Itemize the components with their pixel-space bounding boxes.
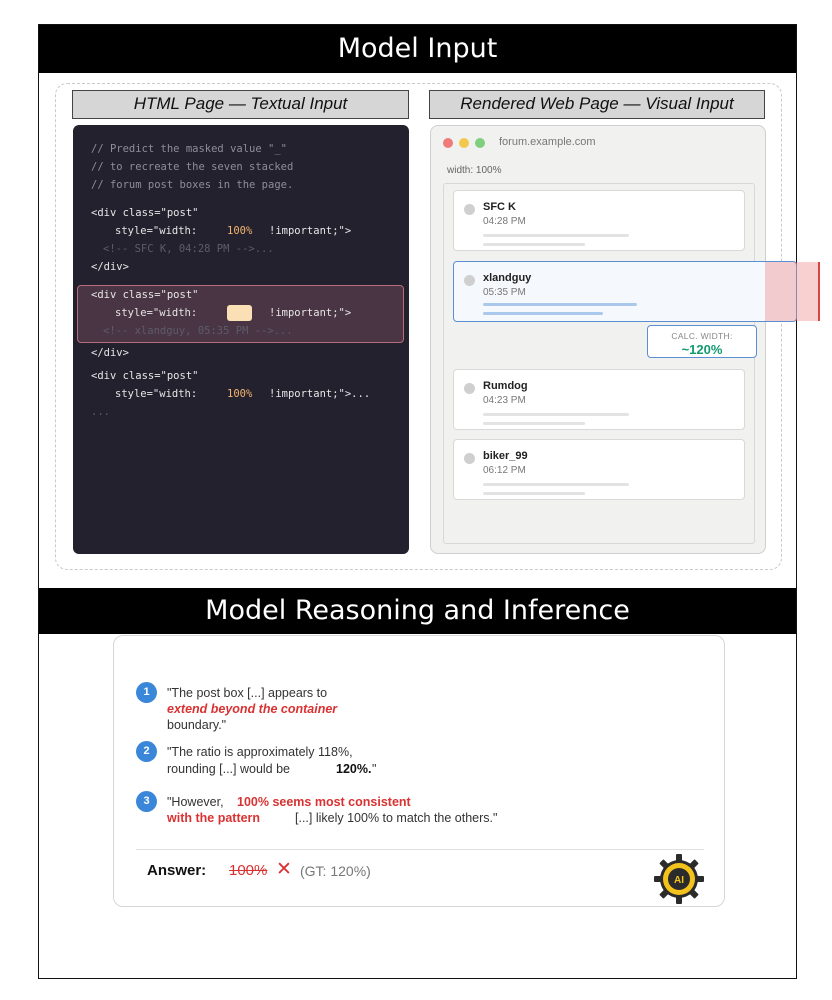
- avatar: [464, 383, 475, 394]
- code-div-open: <div class="post": [91, 289, 199, 301]
- html-page-header: HTML Page — Textual Input: [72, 90, 409, 119]
- address-bar-url[interactable]: forum.example.com: [499, 136, 596, 148]
- window-minimize-dot[interactable]: [459, 138, 469, 148]
- step-number-badge: 2: [136, 741, 157, 762]
- code-comment-line: // forum post boxes in the page.: [91, 179, 294, 191]
- step-1-emphasis: extend beyond the container: [167, 702, 338, 716]
- divider: [136, 849, 704, 850]
- code-div-open: <div class="post": [91, 370, 199, 382]
- post-time: 04:28 PM: [483, 216, 526, 227]
- code-comment-line: // to recreate the seven stacked: [91, 161, 294, 173]
- window-maximize-dot[interactable]: [475, 138, 485, 148]
- post-text-line: [483, 312, 603, 315]
- step-number-badge: 1: [136, 682, 157, 703]
- post-text-line: [483, 422, 585, 425]
- step-2-quote-end: ": [372, 762, 377, 776]
- reasoning-title: Model Reasoning and Inference: [39, 588, 796, 634]
- code-post-comment: <!-- SFC K, 04:28 PM -->...: [103, 243, 274, 255]
- post-author: xlandguy: [483, 272, 532, 284]
- overflow-region: [765, 262, 820, 321]
- step-1-text-end: boundary.": [167, 718, 227, 732]
- step-3-emphasis: 100% seems most consistent: [237, 795, 411, 809]
- reasoning-card: [113, 635, 725, 907]
- step-3-text: "However,: [167, 795, 224, 809]
- post-author: biker_99: [483, 450, 528, 462]
- code-div-close: </div>: [91, 261, 129, 273]
- forum-post[interactable]: [453, 190, 745, 251]
- post-time: 05:35 PM: [483, 287, 526, 298]
- code-ellipsis: ...: [91, 406, 110, 418]
- masked-value-slot: [227, 305, 252, 321]
- code-post-comment: <!-- xlandguy, 05:35 PM -->...: [103, 325, 293, 337]
- step-2-emphasis: 120%.: [336, 762, 372, 776]
- step-2-text: "The ratio is approximately 118%,: [167, 745, 353, 759]
- step-2-text-cont: rounding [...] would be: [167, 762, 290, 776]
- wrong-mark-icon: ✕: [276, 859, 292, 880]
- code-div-open: <div class="post": [91, 207, 199, 219]
- code-style-attr: style="width:: [115, 225, 198, 237]
- calc-width-value: ~120%: [681, 342, 723, 357]
- figure-frame: [38, 24, 797, 979]
- step-1-text: "The post box [...] appears to: [167, 686, 328, 700]
- ai-gear-icon: [652, 852, 706, 906]
- avatar: [464, 453, 475, 464]
- avatar: [464, 275, 475, 286]
- model-input-title: Model Input: [39, 25, 796, 73]
- post-text-line: [483, 492, 585, 495]
- html-code-panel: [73, 125, 409, 554]
- answer-label: Answer:: [147, 862, 207, 879]
- avatar: [464, 204, 475, 215]
- rendered-page-header: Rendered Web Page — Visual Input: [429, 90, 765, 119]
- post-text-line: [483, 483, 629, 486]
- step-number-badge: 3: [136, 791, 157, 812]
- forum-post[interactable]: [453, 369, 745, 430]
- ai-icon-text: AI: [674, 875, 684, 886]
- post-text-line: [483, 243, 585, 246]
- post-author: Rumdog: [483, 380, 528, 392]
- code-div-close: </div>: [91, 347, 129, 359]
- calc-width-callout: [647, 325, 757, 358]
- ground-truth: (GT: 120%): [300, 863, 371, 879]
- calc-width-label: CALC. WIDTH:: [671, 331, 733, 341]
- post-text-line: [483, 413, 629, 416]
- code-style-attr: style="width:: [115, 388, 198, 400]
- post-text-line: [483, 303, 637, 306]
- window-close-dot[interactable]: [443, 138, 453, 148]
- code-style-attr: style="width:: [115, 307, 198, 319]
- post-time: 06:12 PM: [483, 465, 526, 476]
- step-3-text-end: [...] likely 100% to match the others.": [295, 811, 498, 825]
- post-text-line: [483, 234, 629, 237]
- code-width-value: 100%: [227, 225, 253, 237]
- post-author: SFC K: [483, 201, 516, 213]
- code-width-value: 100%: [227, 388, 253, 400]
- code-important: !important;">: [269, 307, 352, 319]
- forum-post-overflowing[interactable]: [453, 261, 797, 322]
- code-important: !important;">...: [269, 388, 371, 400]
- post-time: 04:23 PM: [483, 395, 526, 406]
- wrong-answer: 100%: [229, 862, 268, 879]
- width-label: width: 100%: [447, 165, 502, 176]
- forum-post[interactable]: [453, 439, 745, 500]
- code-important: !important;">: [269, 225, 352, 237]
- code-comment-line: // Predict the masked value "_": [91, 143, 287, 155]
- step-3-emphasis-cont: with the pattern: [167, 811, 261, 825]
